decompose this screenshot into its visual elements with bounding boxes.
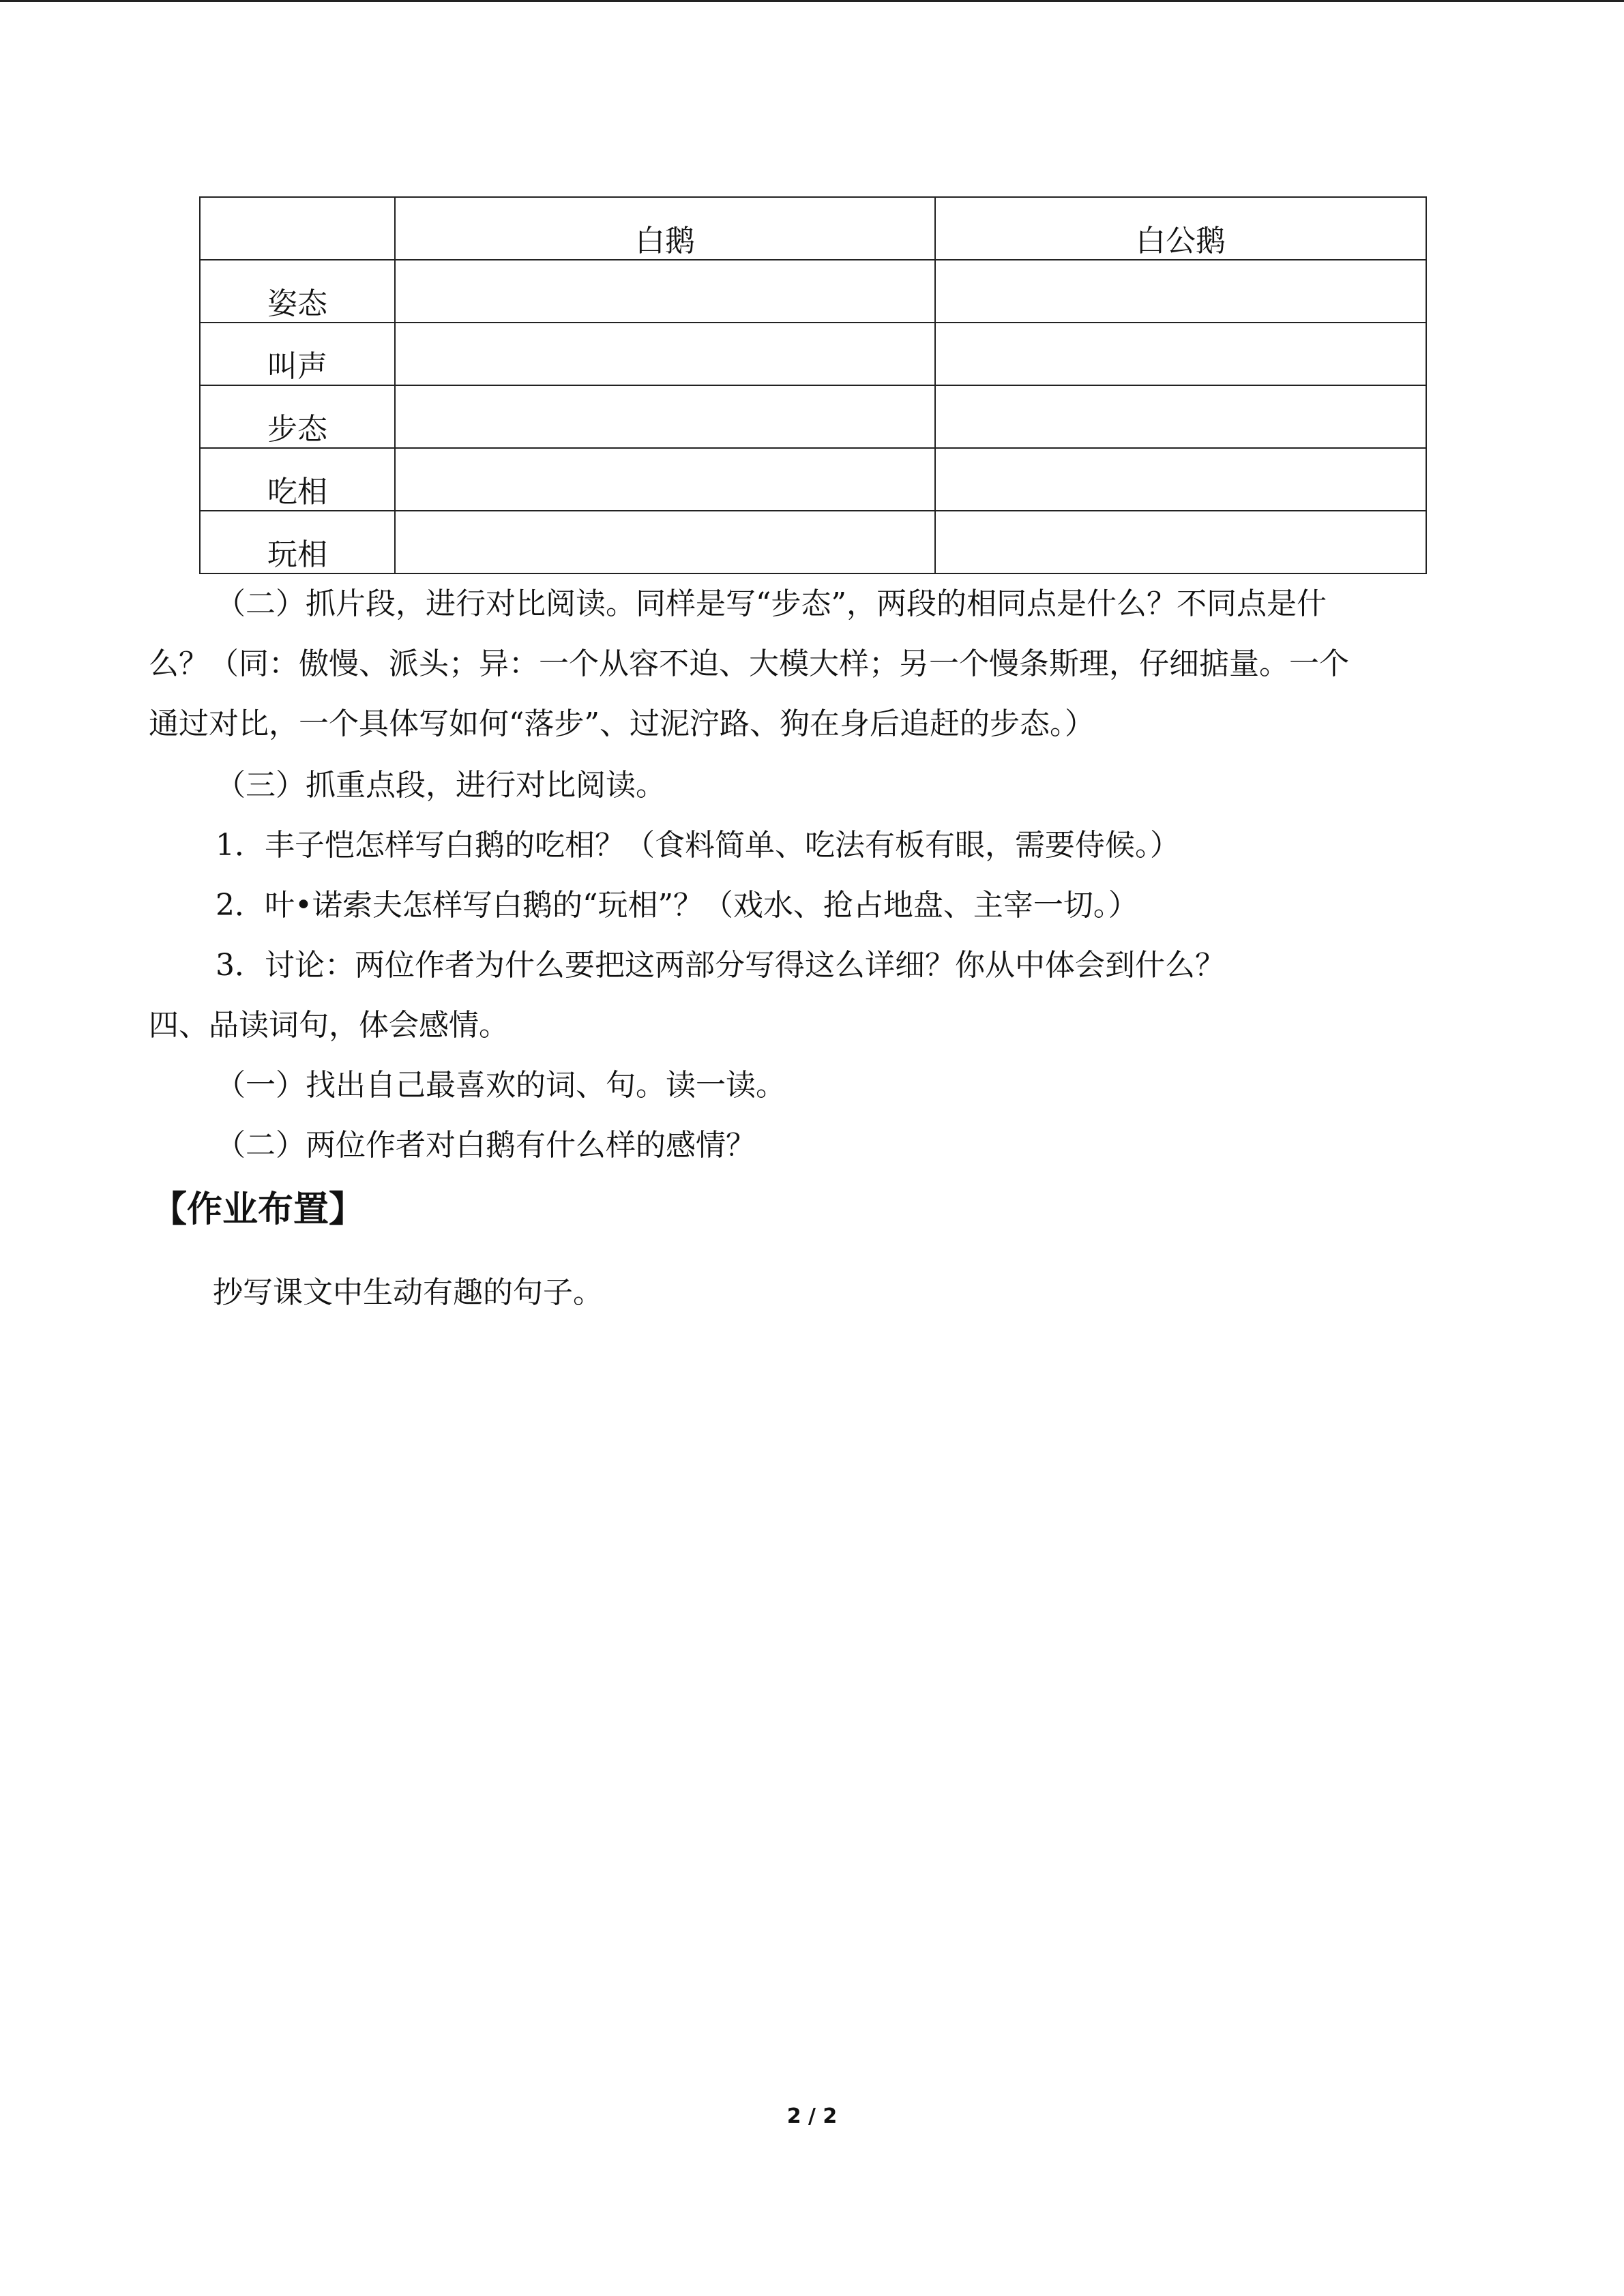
table-cell-empty: [395, 260, 935, 323]
table-row: [200, 511, 1426, 573]
table-header-cell: 白鹅: [395, 197, 935, 260]
list-item: （一）找出自己最喜欢的词、句。读一读。: [216, 1068, 786, 1103]
table-header-cell: 白公鹅: [935, 197, 1426, 260]
list-item: 1．丰子恺怎样写白鹅的吃相？（食料简单、吃法有板有眼，需要侍候。）: [216, 828, 1180, 863]
table-header-cell: [200, 197, 395, 260]
table-cell-empty: [935, 511, 1426, 573]
table-row: [200, 323, 1426, 385]
paragraph-line: （三）抓重点段，进行对比阅读。: [216, 768, 666, 803]
comparison-table: [199, 196, 1427, 574]
table-row: [200, 260, 1426, 323]
top-border-line: [0, 0, 1624, 2]
table-cell-empty: [935, 385, 1426, 448]
table-cell-empty: [395, 511, 935, 573]
row-label: 吃相: [200, 448, 395, 511]
table-row: [200, 448, 1426, 511]
table-header-row: [200, 197, 1426, 260]
row-label: 叫声: [200, 323, 395, 385]
table-cell-empty: [935, 323, 1426, 385]
homework-heading: 【作业布置】: [151, 1189, 365, 1230]
list-item: 3．讨论：两位作者为什么要把这两部分写得这么详细？你从中体会到什么？: [216, 948, 1225, 983]
list-item: （二）两位作者对白鹅有什么样的感情？: [216, 1128, 756, 1163]
table-cell-empty: [395, 448, 935, 511]
row-label: 姿态: [200, 260, 395, 323]
paragraph-line: 通过对比，一个具体写如何“落步”、过泥泞路、狗在身后追赶的步态。）: [149, 706, 1095, 741]
table-row: [200, 385, 1426, 448]
table-cell-empty: [395, 385, 935, 448]
table-cell-empty: [935, 448, 1426, 511]
list-item: 2．叶•诺索夫怎样写白鹅的“玩相”？（戏水、抢占地盘、主宰一切。）: [216, 888, 1138, 923]
homework-text: 抄写课文中生动有趣的句子。: [213, 1275, 603, 1310]
row-label: 玩相: [200, 511, 395, 573]
page-number: 2 / 2: [786, 2104, 838, 2128]
table-cell-empty: [395, 323, 935, 385]
section-heading: 四、品读词句，体会感情。: [149, 1008, 509, 1043]
paragraph-line: 么？（同：傲慢、派头；异：一个从容不迫、大模大样；另一个慢条斯理，仔细掂量。一个: [149, 646, 1349, 681]
paragraph-line: （二）抓片段，进行对比阅读。同样是写“步态”，两段的相同点是什么？不同点是什: [216, 586, 1327, 621]
row-label: 步态: [200, 385, 395, 448]
table-cell-empty: [935, 260, 1426, 323]
